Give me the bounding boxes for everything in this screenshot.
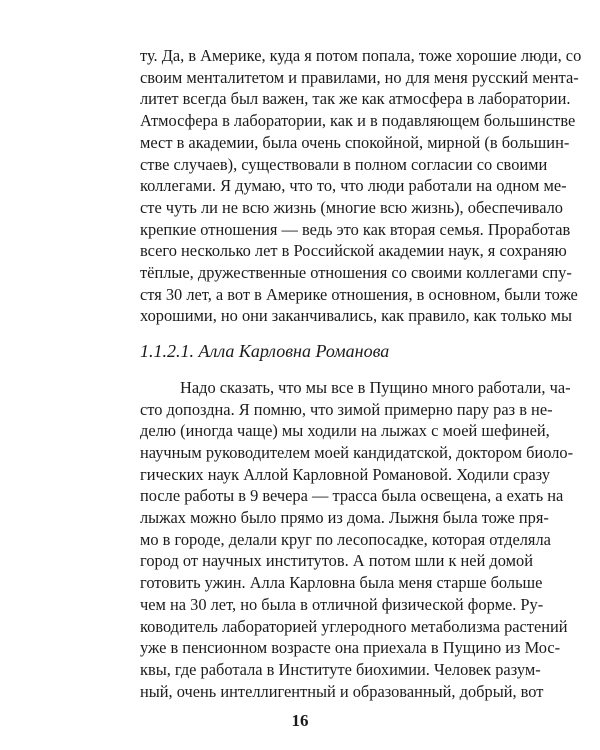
text-line: лыжах можно было прямо из дома. Лыжня была тоже пря- [140,508,549,527]
text-line: сто допоздна. Я помню, что зимой примерно пару раз в не- [140,399,553,419]
text-line: мест в академии, была очень спокойной, мирной (в большин- [140,132,570,152]
text-line: ный, очень интеллигентный и образованный, добрый, вот [140,681,544,701]
text-line: Надо сказать, что мы все в Пущино много работали, ча- [180,377,571,397]
text-line: после работы в 9 вечера — трасса была освещена, а ехать на [140,486,564,506]
text-line: хорошими, но они заканчивались, как правило, как только мы [140,306,572,326]
text-line: город от научных институтов. А потом шли к ней домой [140,551,533,571]
text-line: ту. Да, в Америке, куда я потом попала, тоже хорошие люди, со [140,46,582,65]
page-number: 16 [291,711,309,731]
text-line: мо в городе, делали круг по лесопосадке, которая отделяла [140,529,551,549]
text-line: стве случаев), существовали в полном согласии со своими [140,154,548,174]
text-line: стя 30 лет, а вот в Америке отношения, в основном, были тоже [140,284,578,304]
text-line: своим менталитетом и правилами, но для меня русский мента- [140,67,579,87]
text-line: всего несколько лет в Российской академии наук, я сохраняю [140,241,567,261]
text-line: гических наук Аллой Карловной Романовой. Ходили сразу [140,464,551,484]
text-line: квы, где работала в Институте биохимии. Человек разум- [140,659,541,679]
text-line: чем на 30 лет, но была в отличной физической форме. Ру- [140,594,544,614]
text-line: крепкие отношения — ведь это как вторая семья. Проработав [140,219,571,239]
text-line: делю (иногда чаще) мы ходили на лыжах с моей шефиней, [140,421,550,441]
text-line: литет всегда был важен, так же как атмосфера в лаборатории. [140,89,571,109]
text-line: Атмосфера в лаборатории, как и в подавляющем большинстве [140,111,576,131]
text-line: тёплые, дружественные отношения со своими коллегами спу- [140,263,572,282]
text-line: ководитель лабораторией углеродного метаболизма растений [140,616,568,636]
text-line: коллегами. Я думаю, что то, что люди работали на одном ме- [140,176,567,196]
section-heading: 1.1.2.1. Алла Карловна Романова [140,341,390,362]
text-line: уже в пенсионном возрасте она приехала в Пущино из Мос- [140,638,561,658]
text-line: готовить ужин. Алла Карловна была меня старше больше [140,573,543,593]
text-line: научным руководителем моей кандидатской, доктором биоло- [140,442,574,462]
text-line: сте чуть ли не всю жизнь (многие всю жизнь), обеспечивало [140,197,563,217]
